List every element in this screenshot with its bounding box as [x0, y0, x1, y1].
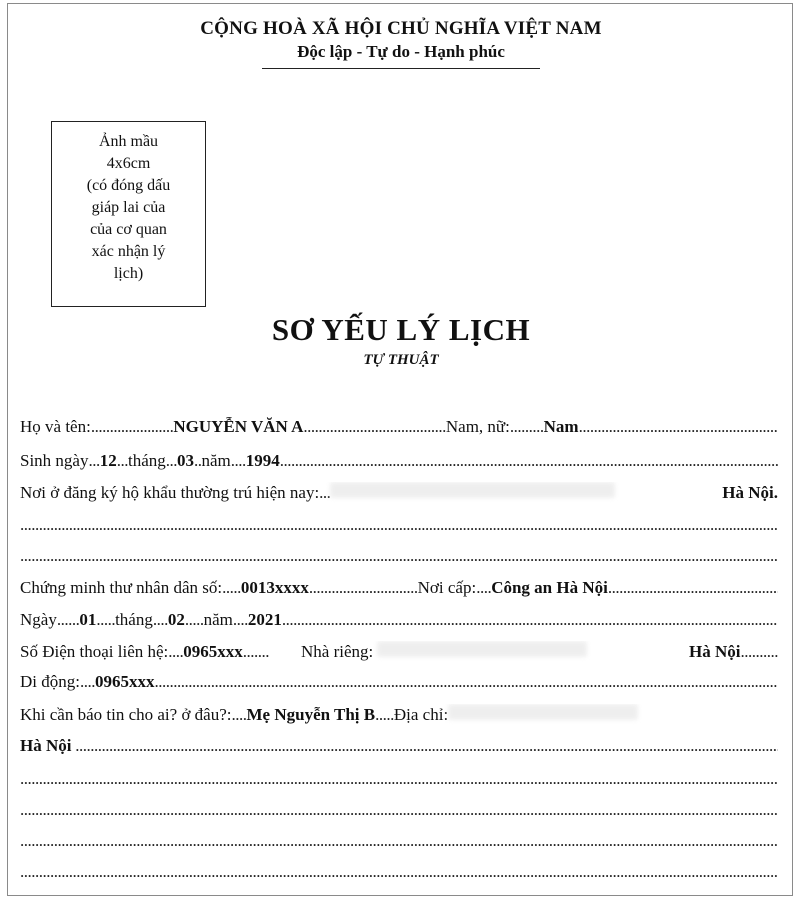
blank-line	[20, 546, 778, 570]
phone-label: Số Điện thoại liên hệ:	[20, 642, 169, 661]
issued-by-label: Nơi cấp:	[417, 578, 477, 597]
photo-note-line: của cơ quan	[90, 221, 167, 238]
mobile-row: Di động: .... 0965xxx .....	[20, 672, 778, 696]
address-value: Hà Nội	[20, 736, 72, 755]
name-label: Họ và tên:	[20, 417, 91, 436]
photo-note-line: Ảnh mầu	[98, 133, 159, 150]
blank-line	[20, 769, 778, 793]
document-subtitle: TỰ THUẬT	[363, 352, 439, 368]
photo-note-line: 4x6cm	[106, 155, 151, 172]
name-row: Họ và tên: ...................... NGUYỄN VĂN A ...................................... Nam, nữ: ......... Nam .....	[20, 417, 778, 441]
home-value: Hà Nội	[689, 642, 741, 661]
dob-year: 1994	[245, 451, 280, 470]
address-label: Địa chỉ:	[393, 705, 449, 724]
phone-value: 0965xxx	[183, 642, 243, 661]
issue-month: 02	[167, 610, 185, 629]
issue-day-label: Ngày	[20, 610, 57, 629]
blank-line	[20, 800, 778, 824]
dob-month-label: tháng	[127, 451, 166, 470]
issue-month-label: tháng	[115, 610, 153, 629]
contact-value: Mẹ Nguyễn Thị B	[246, 705, 376, 724]
dob-row: Sinh ngày ... 12 ... tháng ... 03 .. năm .... 1994 .....	[20, 451, 778, 475]
address-row	[20, 736, 778, 760]
residence-value: Hà Nội.	[722, 483, 778, 502]
redacted-text	[448, 704, 638, 720]
photo-note-line: (có đóng dấu	[86, 177, 171, 194]
photo-note-line: xác nhận lý	[91, 243, 166, 260]
issue-day: 01	[79, 610, 97, 629]
photo-placeholder-box	[51, 121, 206, 307]
mobile-value: 0965xxx	[94, 672, 155, 691]
contact-label: Khi cần báo tin cho ai? ở đâu?:	[20, 705, 232, 724]
blank-line	[20, 515, 778, 539]
id-row: Chứng minh thư nhân dân số: ..... 0013xxxx ............................. Nơi cấp: .... Công an Hà Nội .....	[20, 578, 778, 602]
issue-year: 2021	[247, 610, 282, 629]
document-page	[7, 3, 793, 896]
redacted-text	[330, 482, 615, 498]
id-label: Chứng minh thư nhân dân số:	[20, 578, 223, 597]
gender-value: Nam	[543, 417, 579, 436]
residence-label: Nơi ở đăng ký hộ khẩu thường trú hiện nay:	[20, 483, 320, 502]
redacted-text	[377, 641, 587, 657]
name-value: NGUYỄN VĂN A	[173, 417, 304, 436]
national-motto: Độc lập - Tự do - Hạnh phúc	[297, 42, 505, 61]
id-value: 0013xxxx	[240, 578, 309, 597]
issue-date-row: Ngày ...... 01 ..... tháng .... 02 ..... năm .... 2021 .....	[20, 610, 778, 634]
gender-label: Nam, nữ:	[445, 417, 510, 436]
blank-line	[20, 831, 778, 855]
blank-line	[20, 862, 778, 886]
photo-note-line: giáp lai của	[91, 199, 166, 216]
mobile-label: Di động:	[20, 672, 80, 691]
document-title: SƠ YẾU LÝ LỊCH	[271, 312, 531, 347]
phone-row: Số Điện thoại liên hệ: .... 0965xxx ....... Nhà riêng: Hà Nội ..........	[20, 642, 778, 661]
issue-year-label: năm	[203, 610, 233, 629]
issued-by-value: Công an Hà Nội	[491, 578, 608, 597]
motto-underline	[262, 68, 540, 69]
residence-row: Nơi ở đăng ký hộ khẩu thường trú hiện nay: ... Hà Nội.	[20, 483, 778, 502]
dob-month: 03	[177, 451, 195, 470]
home-label: Nhà riêng:	[301, 642, 374, 661]
contact-row: Khi cần báo tin cho ai? ở đâu?: .... Mẹ Nguyễn Thị B ..... Địa chỉ:	[20, 704, 778, 728]
dob-day: 12	[99, 451, 117, 470]
dob-label: Sinh ngày	[20, 451, 89, 470]
photo-note-line: lịch)	[113, 265, 144, 282]
dob-year-label: năm	[201, 451, 231, 470]
national-title: CỘNG HOÀ XÃ HỘI CHỦ NGHĨA VIỆT NAM	[200, 18, 602, 39]
